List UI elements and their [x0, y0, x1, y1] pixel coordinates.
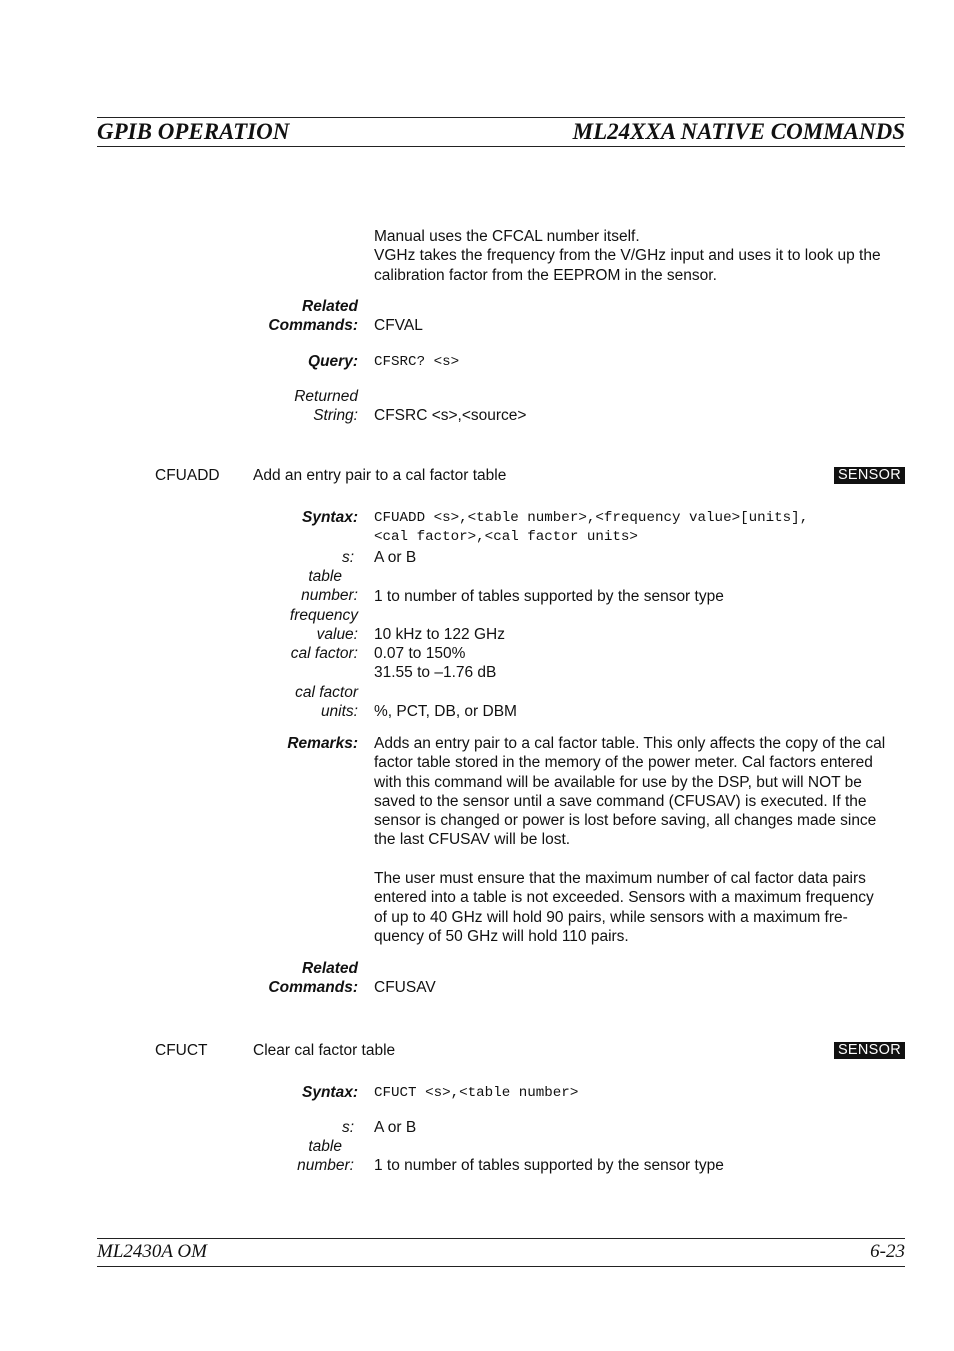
label-line: Commands:: [268, 979, 358, 997]
cfuadd-remarks-paragraph-2: [374, 869, 906, 946]
cfsrc-query-value: CFSRC? <s>: [374, 354, 460, 370]
cfuadd-description: Add an entry pair to a cal factor table: [253, 467, 507, 484]
text-line: factor table stored in the memory of the power meter. Cal factors entered: [374, 754, 873, 772]
syntax-line: CFUADD <s>,<table number>,<frequency value>[units],: [374, 510, 809, 526]
cfuadd-syntax-label: Syntax:: [302, 509, 358, 526]
cfsrc-returned-label: [294, 387, 358, 426]
text-line: entered into a table is not exceeded. Sensors with a maximum frequency: [374, 889, 874, 907]
header-bottom-rule: [97, 146, 905, 147]
cfuadd-units-label: [295, 683, 358, 722]
footer-manual-name: ML2430A OM: [97, 1241, 207, 1262]
footer-bottom-rule: [97, 1266, 905, 1267]
text-line: Adds an entry pair to a cal factor table. This only affects the copy of the cal: [374, 735, 886, 752]
cfsrc-continued-text: [374, 227, 906, 285]
label-line: Related: [302, 960, 358, 977]
cfuct-table-label: [297, 1137, 354, 1176]
cfuadd-table-label: [301, 567, 358, 606]
text-line: saved to the sensor until a save command (CFUSAV) is executed. If the: [374, 792, 867, 810]
text-line: The user must ensure that the maximum number of cal factor data pairs: [374, 870, 866, 887]
text-line: VGHz takes the frequency from the V/GHz input and uses it to look up the: [374, 247, 881, 265]
label-line: table: [308, 1138, 342, 1155]
cfsrc-related-value: CFVAL: [374, 317, 423, 334]
cfuct-syntax-value: CFUCT <s>,<table number>: [374, 1085, 579, 1101]
cfuct-command-name: CFUCT: [155, 1042, 208, 1059]
label-line: units:: [320, 703, 358, 721]
text-line: 0.07 to 150%: [374, 645, 466, 662]
cfuadd-units-value: %, PCT, DB, or DBM: [374, 703, 517, 720]
label-line: frequency: [289, 607, 358, 624]
cfuadd-related-value: CFUSAV: [374, 979, 436, 996]
text-line: quency of 50 GHz will hold 110 pairs.: [374, 927, 629, 945]
cfuct-description: Clear cal factor table: [253, 1042, 396, 1059]
text-line: 31.55 to –1.76 dB: [374, 664, 497, 682]
header-section-title: GPIB OPERATION: [97, 119, 290, 144]
cfuadd-command-name: CFUADD: [155, 467, 220, 484]
label-line: Related: [302, 298, 358, 315]
cfuadd-frequency-label: [290, 606, 358, 645]
cfsrc-returned-value: CFSRC <s>,<source>: [374, 407, 527, 424]
text-line: Manual uses the CFCAL number itself.: [374, 228, 640, 245]
cfuct-syntax-label: Syntax:: [302, 1084, 358, 1101]
cfuct-sensor-badge: SENSOR: [834, 1042, 905, 1059]
text-line: sensor is changed or power is lost before saving, all changes made since: [374, 812, 877, 830]
cfsrc-query-label: Query:: [308, 353, 358, 370]
header-top-rule: [97, 117, 905, 118]
label-line: String:: [313, 407, 358, 425]
cfuadd-frequency-value: 10 kHz to 122 GHz: [374, 626, 505, 643]
cfuadd-remarks-paragraph-1: [374, 734, 906, 850]
cfuct-s-value: A or B: [374, 1119, 417, 1136]
label-line: Returned: [294, 388, 358, 405]
cfuadd-remarks-label: Remarks:: [287, 735, 358, 752]
cfsrc-related-label: [268, 297, 358, 336]
cfuadd-s-value: A or B: [374, 549, 417, 566]
cfuadd-syntax-value: [374, 509, 906, 548]
label-line: number:: [301, 587, 358, 605]
label-line: Commands:: [268, 317, 358, 335]
header-chapter-title: ML24XXA NATIVE COMMANDS: [572, 119, 905, 144]
cfuadd-related-label: [268, 959, 358, 998]
label-line: number:: [297, 1157, 354, 1175]
cfuct-table-value: 1 to number of tables supported by the sensor type: [374, 1157, 724, 1174]
cfuadd-table-value: 1 to number of tables supported by the sensor type: [374, 588, 724, 605]
cfuadd-sensor-badge: SENSOR: [834, 467, 905, 484]
text-line: with this command will be available for use by the DSP, but will NOT be: [374, 773, 862, 791]
cfuct-s-label: s:: [341, 1119, 354, 1136]
label-line: table: [308, 568, 342, 585]
label-line: cal factor: [295, 684, 358, 701]
footer-page-number: 6-23: [870, 1241, 905, 1262]
cfuadd-calfactor-values: [374, 644, 906, 683]
cfuadd-calfactor-label: cal factor:: [290, 645, 358, 662]
text-line: calibration factor from the EEPROM in the sensor.: [374, 266, 717, 284]
syntax-line: <cal factor>,<cal factor units>: [374, 529, 638, 546]
text-line: the last CFUSAV will be lost.: [374, 831, 571, 849]
cfuadd-s-label: s:: [341, 549, 354, 566]
label-line: value:: [316, 626, 358, 644]
text-line: of up to 40 GHz will hold 90 pairs, while sensors with a maximum fre-: [374, 908, 848, 926]
footer-top-rule: [97, 1238, 905, 1239]
